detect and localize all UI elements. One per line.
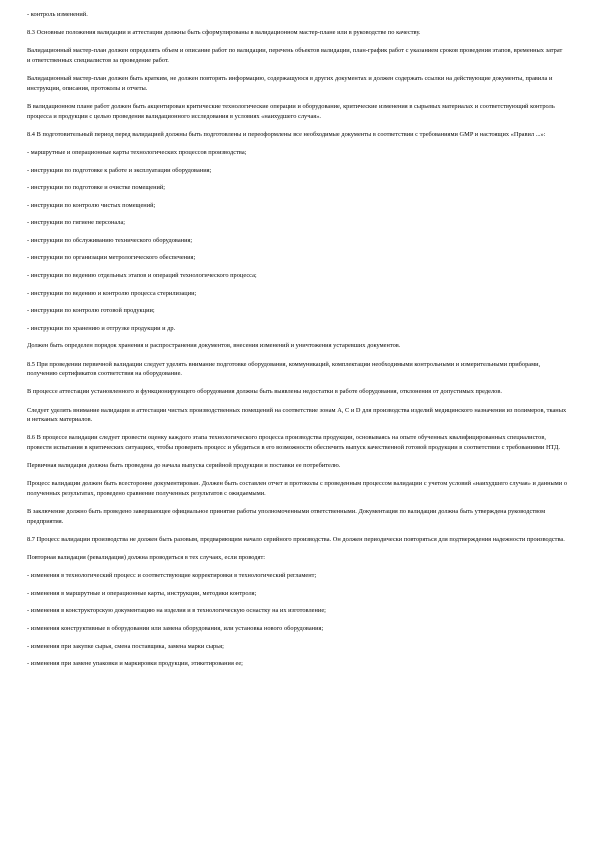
paragraph: 8.6 В процессе валидации следует провести оценку каждого этапа технологического процесса производства продукции, основываясь на опыте обученных квалифицированных специалистов, провести испытания в критических ситуациях, чтобы проверить процесс и убедиться в его возможности обеспечить выпуск качественной готовой продукции в соответствии с требованиями НТД. bbox=[27, 434, 561, 451]
list-item: - маршрутные и операционные карты технологических процессов производства; bbox=[27, 148, 247, 156]
list-item: - инструкции по гигиене персонала; bbox=[27, 219, 126, 227]
list-item: - инструкции по организации метрологического обеспечения; bbox=[27, 254, 196, 262]
paragraph: Повторная валидация (ревалидация) должна проводиться в тех случаях, если проводят: bbox=[27, 554, 266, 562]
paragraph: Должен быть определен порядок хранения и распространения документов, внесения изменений и уничтожения устаревших документов. bbox=[27, 342, 401, 350]
list-item: - инструкции по контролю чистых помещений; bbox=[27, 201, 156, 209]
list-item: - инструкции по подготовке и очистке помещений; bbox=[27, 184, 166, 192]
paragraph: Валидационный мастер-план должен быть кратким, не должен повторять информацию, содержащуюся в других документах и должен содержать ссылки на действующие документы, правила и инструкции, описания, протоколы и отчеты. bbox=[27, 75, 553, 92]
paragraph: Следует уделять внимание валидации и аттестации чистых производственных помещений на соответствие зонам А, С и D для производства изделий медицинского назначения из полимеров, тканых и нетканых материалов. bbox=[27, 406, 567, 424]
paragraph: В валидационном плане работ должен быть акцентирован критические технологические операции и оборудование, критические изменения в сырьевых материалах и соответствующий контроль процесса и продукции с целью проведения валидационного исследования в условиях «наихудшего случая». bbox=[27, 102, 555, 120]
paragraph: Валидационный мастер-план должен определять объем и описание работ по валидации, перечень объектов валидации, план-график работ с указанием сроков проведения этапов, временных затрат и ответственных специалистов за проведение работ. bbox=[27, 47, 563, 64]
paragraph: - контроль изменений. bbox=[27, 11, 88, 18]
paragraph: 8.4 В подготовительный период перед валидацией должны быть подготовлены и переоформлены все необходимые документы в соответствии с требованиями GMP и настоящих «Правил ...»: bbox=[27, 130, 546, 138]
paragraph: В заключение должно быть проведено завершающее официальное принятие работы уполномоченными ответственными. Документация по валидации должна быть утверждена руководством предприятия. bbox=[27, 508, 546, 525]
list-item: - изменения в конструкторскую документацию на изделия и в технологическую оснастку на их изготовление; bbox=[27, 607, 326, 615]
paragraph: Первичная валидация должна быть проведена до начала выпуска серийной продукции и поставки ее потребителю. bbox=[27, 462, 341, 470]
list-item: - изменения конструктивные в оборудовании или замена оборудования, или установка нового оборудования; bbox=[27, 625, 324, 633]
list-item: - инструкции по контролю готовой продукции; bbox=[27, 307, 155, 315]
list-item: - инструкции по ведению и контролю процесса стерилизации; bbox=[27, 289, 197, 297]
list-item: - инструкции по подготовке к работе и эксплуатации оборудования; bbox=[27, 166, 212, 174]
list-item: - инструкции по ведению отдельных этапов и операций технологического процесса; bbox=[27, 272, 257, 280]
paragraph: 8.3 Основные положения валидации и аттестации должны быть сформулированы в валидационном мастер-плане или в руководстве по качеству. bbox=[27, 29, 421, 37]
list-item: - изменения при закупке сырья, смена поставщика, замена марки сырья; bbox=[27, 642, 224, 650]
list-item: - изменения в технологический процесс и соответствующие корректировки в технологический регламент; bbox=[27, 572, 317, 580]
paragraph: В процессе аттестации установленного и функционирующего оборудования должны быть выявлены недостатки в работе оборудования, отклонения от допустимых пределов. bbox=[27, 388, 502, 396]
paragraph: Процесс валидации должен быть всесторонне документирован. Должен быть составлен отчет и протоколы с проведенным процессом валидации с учетом условий «наихудшего случая» и данными о полученных результатах, проведено сравнение полученных результатов с ожидаемыми. bbox=[27, 480, 568, 497]
list-item: - инструкции по хранению и отгрузке продукции и др. bbox=[27, 324, 176, 332]
document-body bbox=[27, 10, 567, 677]
list-item: - изменения при замене упаковки и маркировки продукции, этикетирования ее; bbox=[27, 660, 243, 668]
paragraph: 8.5 При проведении первичной валидации следует уделять внимание подготовке оборудования, коммуникаций, комплектации необходимыми контрольными и измерительными приборами, получению сертификатов соответствия на оборудование. bbox=[27, 360, 541, 378]
list-item: - инструкции по обслуживанию технического оборудования; bbox=[27, 236, 193, 244]
paragraph: 8.7 Процесс валидации производства не должен быть разовым, предваряющим начало серийного производства. Он должен периодически повторяться для подтверждения надежности производства. bbox=[27, 535, 565, 543]
list-item: - изменения в маршрутные и операционные карты, инструкции, методики контроля; bbox=[27, 589, 257, 597]
